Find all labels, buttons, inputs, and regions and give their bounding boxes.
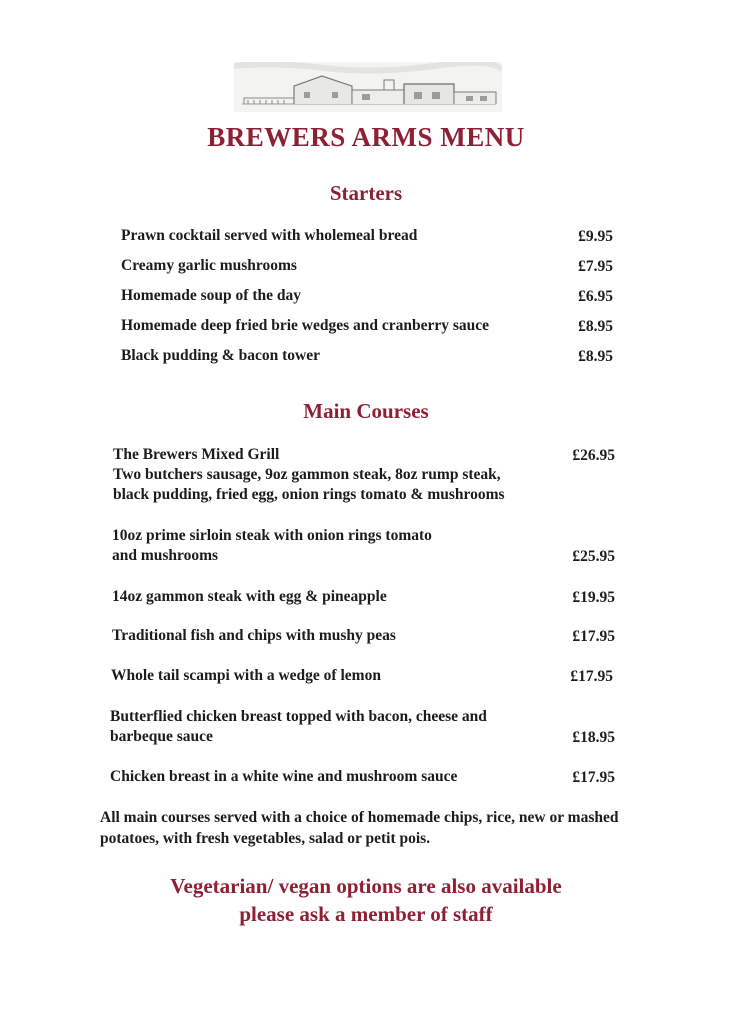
- item-price: £9.95: [578, 228, 613, 245]
- main-courses-note: All main courses served with a choice of homemade chips, rice, new or mashed potatoes, with fresh vegetables, salad or petit pois.: [100, 809, 619, 847]
- item-name: Homemade deep fried brie wedges and cranberry sauce: [121, 317, 490, 334]
- item-name: Chicken breast in a white wine and mushroom sauce: [110, 768, 458, 785]
- starters-heading: Starters: [329, 181, 403, 205]
- item-price: £6.95: [578, 288, 613, 305]
- item-name: Black pudding & bacon tower: [121, 347, 320, 364]
- item-price: £8.95: [578, 348, 613, 365]
- item-name: Homemade soup of the day: [121, 287, 301, 304]
- item-name: The Brewers Mixed Grill Two butchers sausage, 9oz gammon steak, 8oz rump steak, black pudding, fried egg, onion rings tomato & mushrooms: [113, 446, 505, 503]
- menu-title: BREWERS ARMS MENU: [207, 122, 525, 152]
- vegetarian-notice-line1: Vegetarian/ vegan options are also available: [170, 874, 562, 898]
- item-price: £19.95: [572, 589, 615, 606]
- item-price: £8.95: [578, 318, 613, 335]
- item-price: £17.95: [572, 628, 615, 645]
- item-price: £26.95: [572, 447, 615, 464]
- pub-building-sketch-logo: [234, 62, 502, 112]
- item-name: 10oz prime sirloin steak with onion rings tomato and mushrooms: [112, 527, 432, 564]
- item-name: Prawn cocktail served with wholemeal bread: [121, 227, 418, 244]
- item-price: £17.95: [570, 668, 613, 685]
- item-name: Butterflied chicken breast topped with bacon, cheese and barbeque sauce: [110, 708, 487, 745]
- item-price: £7.95: [578, 258, 613, 275]
- item-name: Traditional fish and chips with mushy peas: [112, 627, 396, 644]
- vegetarian-notice-line2: please ask a member of staff: [239, 902, 493, 926]
- item-price: £25.95: [572, 548, 615, 565]
- item-name: 14oz gammon steak with egg & pineapple: [112, 588, 387, 605]
- item-price: £18.95: [572, 729, 615, 746]
- main-courses-heading: Main Courses: [303, 399, 429, 423]
- item-name: Whole tail scampi with a wedge of lemon: [111, 667, 381, 684]
- item-price: £17.95: [572, 769, 615, 786]
- item-name: Creamy garlic mushrooms: [121, 257, 297, 274]
